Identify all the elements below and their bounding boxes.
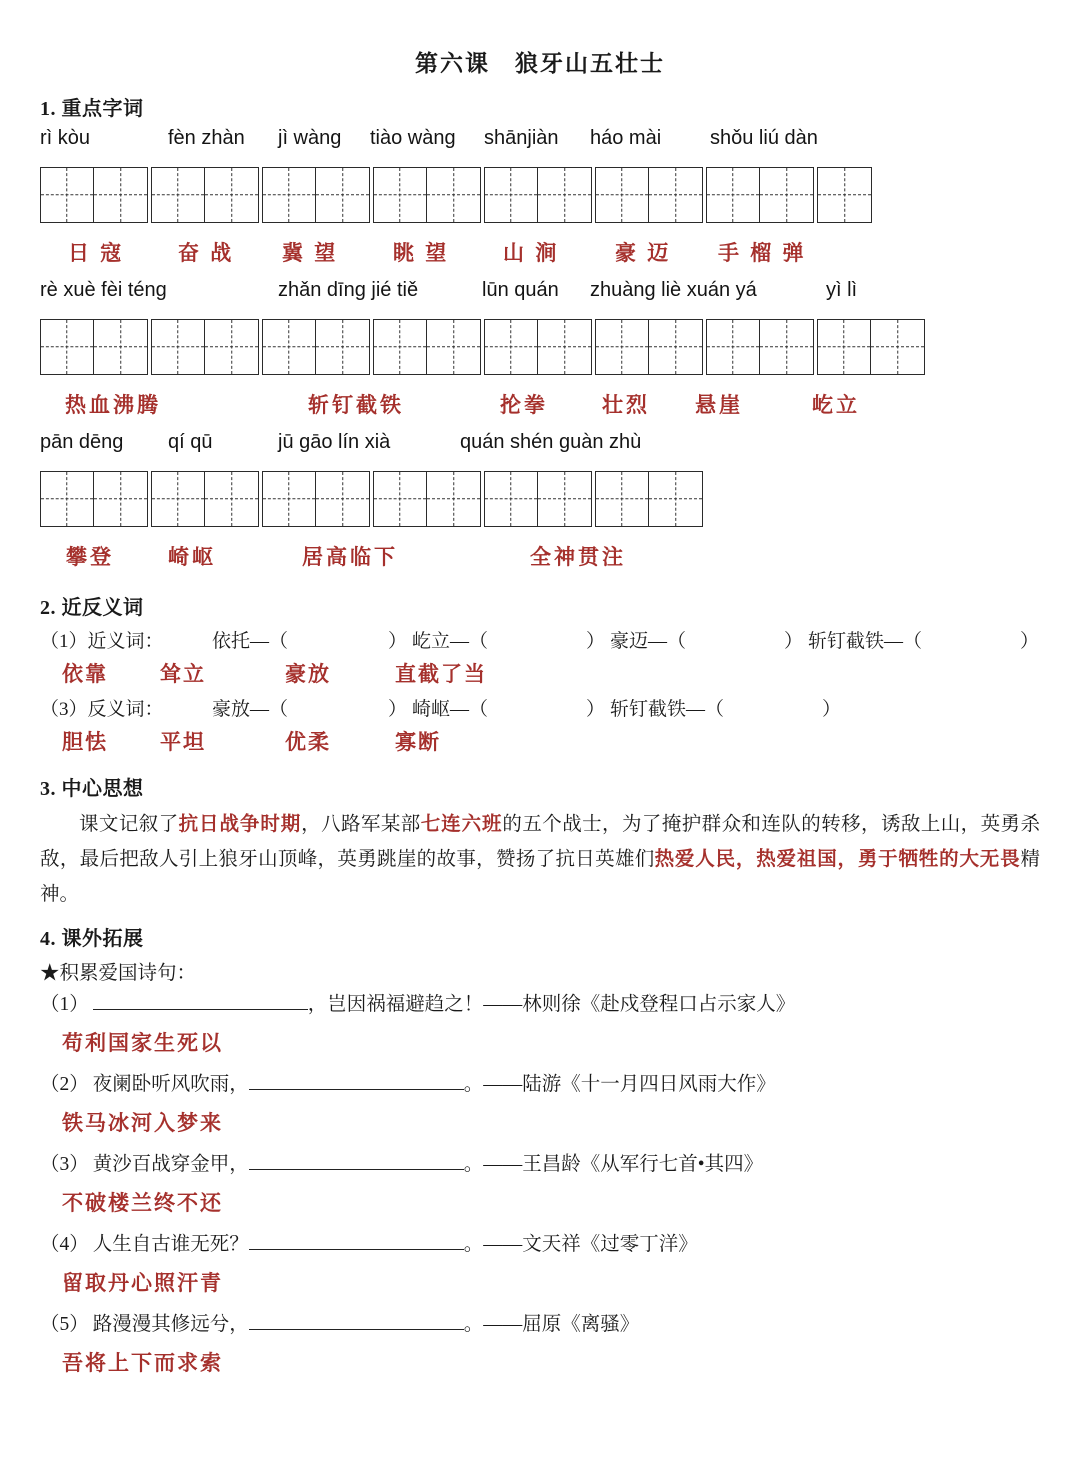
poem-number: （5） bbox=[40, 1314, 89, 1335]
synonyms-question-line bbox=[40, 626, 1080, 658]
poem-number: （3） bbox=[40, 1154, 89, 1175]
word-pair-word: 豪迈—（ bbox=[610, 631, 687, 652]
word-pair-answer: 胆怯 bbox=[62, 730, 108, 754]
tianzige-cell[interactable] bbox=[205, 320, 258, 374]
highlighted-text: 热爱人民，热爱祖国，勇于牺牲的大无畏 bbox=[654, 849, 1021, 870]
poem-answer-row bbox=[62, 1351, 1080, 1387]
synonyms-answers bbox=[40, 658, 1080, 694]
word-pair-prompt bbox=[412, 626, 605, 653]
writing-grid-row bbox=[40, 319, 1080, 381]
highlighted-text: 七连六班 bbox=[420, 814, 503, 835]
tianzige-box-group[interactable] bbox=[484, 471, 592, 527]
tianzige-cell[interactable] bbox=[152, 168, 205, 222]
pinyin-label: quán shén guàn zhù bbox=[460, 431, 642, 453]
word-pair-word: 依托—（ bbox=[212, 631, 289, 652]
paragraph-text: 课文记叙了 bbox=[79, 814, 179, 835]
tianzige-cell[interactable] bbox=[205, 472, 258, 526]
vocabulary-answer: 手 榴 弹 bbox=[718, 241, 807, 265]
tianzige-cell[interactable] bbox=[316, 320, 369, 374]
word-pair-word: 屹立—（ bbox=[412, 631, 489, 652]
pinyin-label: zhuàng liè xuán yá bbox=[590, 279, 757, 301]
tianzige-box-group[interactable] bbox=[817, 167, 872, 223]
pinyin-label: shǒu liú dàn bbox=[710, 127, 818, 149]
tianzige-cell[interactable] bbox=[485, 472, 538, 526]
poem-line bbox=[40, 987, 1080, 1031]
antonyms-label: （3）反义词： bbox=[40, 699, 164, 720]
section-2-heading: 2. 近反义词 bbox=[40, 597, 144, 619]
pinyin-label: háo mài bbox=[590, 127, 662, 149]
poem-answer-blank[interactable] bbox=[249, 1307, 464, 1330]
tianzige-cell[interactable] bbox=[649, 472, 702, 526]
tianzige-box-group[interactable] bbox=[595, 471, 703, 527]
word-pair-prompt bbox=[610, 626, 803, 653]
poem-number: （2） bbox=[40, 1074, 89, 1095]
vocabulary-answer: 斩钉截铁 bbox=[308, 393, 404, 417]
tianzige-cell[interactable] bbox=[374, 320, 427, 374]
tianzige-box-group[interactable] bbox=[373, 471, 481, 527]
tianzige-box-group[interactable] bbox=[151, 471, 259, 527]
pinyin-label: jū gāo lín xià bbox=[278, 431, 391, 453]
poem-answer-blank[interactable] bbox=[249, 1067, 464, 1090]
tianzige-box-group[interactable] bbox=[40, 167, 148, 223]
tianzige-box-group[interactable] bbox=[484, 319, 592, 375]
paragraph-text: 的五个战士，为了掩护群众和连队的转移，诱敌上山，英勇杀敌，最后把敌人引上狼牙山顶峰，英勇跳崖的故事，赞扬了抗日英雄们 bbox=[40, 814, 1040, 870]
tianzige-cell[interactable] bbox=[41, 168, 94, 222]
tianzige-box-group[interactable] bbox=[595, 319, 703, 375]
tianzige-cell[interactable] bbox=[41, 320, 94, 374]
word-pair-answer: 优柔 bbox=[285, 730, 331, 754]
tianzige-cell[interactable] bbox=[263, 472, 316, 526]
poem-suffix: 。——陆游《十一月四日风雨大作》 bbox=[463, 1074, 776, 1095]
pinyin-label: jì wàng bbox=[278, 127, 342, 149]
tianzige-box-group[interactable] bbox=[151, 167, 259, 223]
page-title: 第六课 狼牙山五壮士 bbox=[415, 51, 665, 76]
closing-paren: ） bbox=[784, 631, 804, 652]
word-pair-answer: 耸立 bbox=[160, 662, 206, 686]
vocabulary-answer-row bbox=[40, 237, 1080, 277]
paragraph-text: 精神。 bbox=[40, 849, 1040, 905]
writing-grid-row bbox=[40, 167, 1080, 229]
word-pair-prompt bbox=[808, 626, 1039, 653]
closing-paren: ） bbox=[1020, 631, 1040, 652]
poem-suffix: ，岂因祸福避趋之！——林则徐《赴戍登程口占示家人》 bbox=[307, 994, 796, 1015]
tianzige-cell[interactable] bbox=[41, 472, 94, 526]
vocabulary-answer: 眺 望 bbox=[393, 241, 450, 265]
poem-answer: 不破楼兰终不还 bbox=[62, 1191, 223, 1215]
tianzige-box-group[interactable] bbox=[262, 167, 370, 223]
poem-suffix: 。——文天祥《过零丁洋》 bbox=[463, 1234, 698, 1255]
tianzige-cell[interactable] bbox=[427, 320, 480, 374]
tianzige-cell[interactable] bbox=[263, 320, 316, 374]
tianzige-box-group[interactable] bbox=[373, 167, 481, 223]
word-pair-prompt bbox=[610, 694, 841, 721]
poem-answer-row bbox=[62, 1271, 1080, 1307]
word-pair-answer: 依靠 bbox=[62, 662, 108, 686]
section-4-heading: 4. 课外拓展 bbox=[40, 928, 144, 950]
tianzige-cell[interactable] bbox=[152, 320, 205, 374]
pinyin-label: zhǎn dīng jié tiě bbox=[278, 279, 419, 301]
word-pair-prompt bbox=[412, 694, 605, 721]
tianzige-cell[interactable] bbox=[707, 320, 760, 374]
tianzige-cell[interactable] bbox=[596, 472, 649, 526]
pinyin-label: lūn quán bbox=[482, 279, 559, 301]
tianzige-box-group[interactable] bbox=[817, 319, 925, 375]
tianzige-cell[interactable] bbox=[760, 168, 813, 222]
vocabulary-answer: 居高临下 bbox=[302, 545, 398, 569]
poem-prefix: 人生自古谁无死？ bbox=[92, 1234, 249, 1255]
poem-line bbox=[40, 1227, 1080, 1271]
section-1-heading: 1. 重点字词 bbox=[40, 98, 144, 120]
antonyms-question-line bbox=[40, 694, 1080, 726]
tianzige-cell[interactable] bbox=[94, 472, 147, 526]
vocabulary-answer: 全神贯注 bbox=[530, 545, 626, 569]
closing-paren: ） bbox=[822, 699, 842, 720]
pinyin-label: pān dēng bbox=[40, 431, 124, 453]
tianzige-cell[interactable] bbox=[649, 320, 702, 374]
tianzige-cell[interactable] bbox=[538, 320, 591, 374]
word-pair-word: 斩钉截铁—（ bbox=[808, 631, 923, 652]
word-pair-word: 斩钉截铁—（ bbox=[610, 699, 725, 720]
poem-answer-row bbox=[62, 1111, 1080, 1147]
tianzige-cell[interactable] bbox=[485, 320, 538, 374]
vocabulary-answer: 热血沸腾 bbox=[65, 393, 161, 417]
vocabulary-answer: 攀登 bbox=[66, 545, 114, 569]
poem-number: （4） bbox=[40, 1234, 89, 1255]
poem-answer-blank[interactable] bbox=[249, 1147, 464, 1170]
tianzige-box-group[interactable] bbox=[373, 319, 481, 375]
word-pair-answer: 豪放 bbox=[285, 662, 331, 686]
tianzige-cell[interactable] bbox=[94, 320, 147, 374]
tianzige-cell[interactable] bbox=[649, 168, 702, 222]
tianzige-box-group[interactable] bbox=[706, 167, 814, 223]
vocabulary-answer: 奋 战 bbox=[178, 241, 235, 265]
poem-prefix: 夜阑卧听风吹雨， bbox=[92, 1074, 249, 1095]
tianzige-cell[interactable] bbox=[427, 168, 480, 222]
paragraph-text: ，八路军某部 bbox=[301, 814, 421, 835]
poem-answer-row bbox=[62, 1191, 1080, 1227]
closing-paren: ） bbox=[388, 631, 408, 652]
pinyin-label: tiào wàng bbox=[370, 127, 456, 149]
vocabulary-answer: 壮烈 bbox=[602, 393, 650, 417]
poem-list bbox=[0, 987, 1080, 1387]
poem-line bbox=[40, 1067, 1080, 1111]
poem-answer: 铁马冰河入梦来 bbox=[62, 1111, 223, 1135]
vocabulary-answer-row bbox=[40, 389, 1080, 429]
tianzige-cell[interactable] bbox=[818, 168, 871, 222]
poem-answer: 留取丹心照汗青 bbox=[62, 1271, 223, 1295]
poem-answer-row bbox=[62, 1031, 1080, 1067]
vocabulary-answer: 屹立 bbox=[812, 393, 860, 417]
tianzige-box-group[interactable] bbox=[151, 319, 259, 375]
vocabulary-answer: 抡拳 bbox=[500, 393, 548, 417]
tianzige-cell[interactable] bbox=[596, 168, 649, 222]
tianzige-cell[interactable] bbox=[485, 168, 538, 222]
pinyin-label: shānjiàn bbox=[484, 127, 559, 149]
tianzige-cell[interactable] bbox=[374, 168, 427, 222]
poem-answer: 苟利国家生死以 bbox=[62, 1031, 223, 1055]
vocabulary-answer: 山 涧 bbox=[503, 241, 560, 265]
antonyms-answers bbox=[40, 726, 1080, 762]
pinyin-row bbox=[40, 431, 1080, 465]
tianzige-cell[interactable] bbox=[538, 472, 591, 526]
tianzige-cell[interactable] bbox=[374, 472, 427, 526]
tianzige-box-group[interactable] bbox=[262, 319, 370, 375]
closing-paren: ） bbox=[388, 699, 408, 720]
tianzige-cell[interactable] bbox=[871, 320, 924, 374]
tianzige-cell[interactable] bbox=[707, 168, 760, 222]
pinyin-label: rì kòu bbox=[40, 127, 91, 149]
tianzige-cell[interactable] bbox=[94, 168, 147, 222]
pinyin-label: qí qū bbox=[168, 431, 213, 453]
poem-number: （1） bbox=[40, 994, 89, 1015]
tianzige-box-group[interactable] bbox=[40, 471, 148, 527]
poem-collection-label: ★积累爱国诗句： bbox=[40, 963, 197, 984]
poem-answer-blank[interactable] bbox=[249, 1227, 464, 1250]
writing-grid-row bbox=[40, 471, 1080, 533]
poem-line bbox=[40, 1147, 1080, 1191]
closing-paren: ） bbox=[586, 631, 606, 652]
tianzige-cell[interactable] bbox=[316, 168, 369, 222]
word-pair-answer: 寡断 bbox=[395, 730, 441, 754]
word-pair-word: 崎岖—（ bbox=[412, 699, 489, 720]
vocabulary-answer-row bbox=[40, 541, 1080, 581]
tianzige-cell[interactable] bbox=[818, 320, 871, 374]
poem-prefix: 黄沙百战穿金甲， bbox=[92, 1154, 249, 1175]
word-pair-answer: 直截了当 bbox=[395, 662, 487, 686]
tianzige-box-group[interactable] bbox=[484, 167, 592, 223]
tianzige-cell[interactable] bbox=[263, 168, 316, 222]
word-pair-prompt bbox=[212, 694, 407, 721]
highlighted-text: 抗日战争时期 bbox=[178, 814, 302, 835]
vocabulary-answer: 悬崖 bbox=[695, 393, 743, 417]
word-pair-word: 豪放—（ bbox=[212, 699, 289, 720]
section-3-heading: 3. 中心思想 bbox=[40, 778, 144, 800]
tianzige-box-group[interactable] bbox=[40, 319, 148, 375]
poem-answer-blank[interactable] bbox=[93, 987, 308, 1010]
synonyms-label: （1）近义词： bbox=[40, 631, 164, 652]
tianzige-cell[interactable] bbox=[538, 168, 591, 222]
poem-suffix: 。——王昌龄《从军行七首•其四》 bbox=[463, 1154, 764, 1175]
pinyin-label: fèn zhàn bbox=[168, 127, 245, 149]
poem-suffix: 。——屈原《离骚》 bbox=[463, 1314, 640, 1335]
word-pair-answer: 平坦 bbox=[160, 730, 206, 754]
tianzige-cell[interactable] bbox=[596, 320, 649, 374]
vocabulary-answer: 崎岖 bbox=[168, 545, 216, 569]
tianzige-cell[interactable] bbox=[427, 472, 480, 526]
tianzige-cell[interactable] bbox=[760, 320, 813, 374]
tianzige-box-group[interactable] bbox=[595, 167, 703, 223]
tianzige-cell[interactable] bbox=[152, 472, 205, 526]
poem-answer: 吾将上下而求索 bbox=[62, 1351, 223, 1375]
tianzige-cell[interactable] bbox=[205, 168, 258, 222]
poem-line bbox=[40, 1307, 1080, 1351]
poem-prefix: 路漫漫其修远兮， bbox=[92, 1314, 249, 1335]
tianzige-cell[interactable] bbox=[316, 472, 369, 526]
vocabulary-answer: 日 寇 bbox=[68, 241, 125, 265]
vocabulary-answer: 冀 望 bbox=[282, 241, 339, 265]
tianzige-box-group[interactable] bbox=[706, 319, 814, 375]
central-idea-paragraph bbox=[40, 807, 1040, 912]
closing-paren: ） bbox=[586, 699, 606, 720]
vocabulary-answer: 豪 迈 bbox=[615, 241, 672, 265]
tianzige-box-group[interactable] bbox=[262, 471, 370, 527]
vocabulary-rows bbox=[0, 127, 1080, 581]
pinyin-label: rè xuè fèi téng bbox=[40, 279, 167, 301]
pinyin-row bbox=[40, 279, 1080, 313]
word-pair-prompt bbox=[212, 626, 407, 653]
pinyin-label: yì lì bbox=[826, 279, 858, 301]
pinyin-row bbox=[40, 127, 1080, 161]
